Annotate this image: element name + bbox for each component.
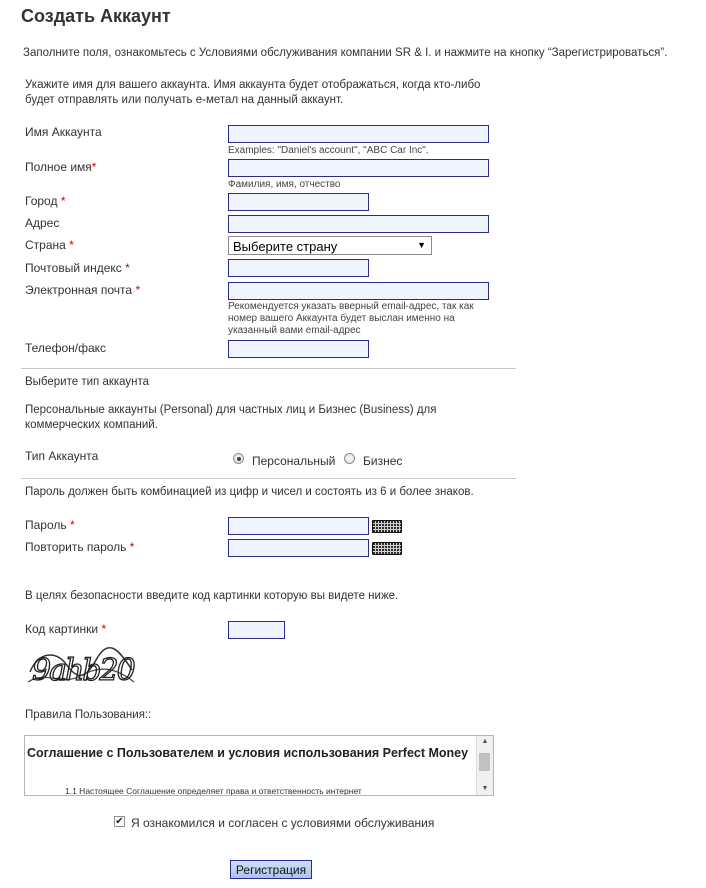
city-label-text: Город	[25, 194, 58, 208]
country-label	[25, 238, 74, 252]
required-mark: *	[69, 518, 75, 532]
phone-label: Телефон/факс	[25, 341, 107, 355]
account-description-line: будет отправлять или получать е-метал на данный аккаунт.	[25, 94, 344, 106]
required-mark: *	[101, 622, 107, 636]
account-name-input[interactable]	[228, 125, 489, 143]
repeat-password-input[interactable]	[228, 539, 369, 557]
required-mark: *	[135, 283, 141, 297]
agree-checkbox[interactable]	[114, 816, 125, 827]
account-type-description-line: коммерческих компаний.	[25, 419, 158, 431]
terms-scrollbar[interactable]	[476, 736, 493, 795]
required-mark: *	[125, 261, 130, 275]
scroll-down-icon[interactable]: ▼	[481, 785, 489, 792]
city-label	[25, 194, 65, 208]
terms-heading: Соглашение с Пользователем и условия использования Perfect Money	[27, 746, 469, 760]
account-name-label: Имя Аккаунта	[25, 125, 102, 139]
postal-code-label-text: Почтовый индекс	[25, 261, 122, 275]
full-name-label	[25, 160, 96, 174]
full-name-hint: Фамилия, имя, отчество	[228, 179, 341, 190]
postal-code-label	[25, 261, 130, 275]
required-mark: *	[60, 194, 66, 208]
divider	[21, 478, 516, 479]
full-name-label-text: Полное имя	[25, 160, 92, 174]
captcha-image-text: 9ahb20	[32, 653, 134, 688]
page-title: Создать Аккаунт	[21, 6, 171, 26]
register-button[interactable]: Регистрация	[230, 860, 312, 879]
email-hint-line: номер вашего Аккаунта будет выслан именно на	[228, 313, 455, 324]
radio-personal-label[interactable]: Персональный	[252, 454, 336, 468]
checkmark-icon: ✔	[115, 816, 124, 827]
terms-first-line: 1.1 Настоящее Соглашение определяет права и ответственность интернет	[65, 786, 362, 796]
email-input[interactable]	[228, 282, 489, 300]
scroll-up-icon[interactable]: ▲	[481, 738, 489, 745]
terms-label: Правила Пользования::	[25, 709, 152, 721]
chevron-down-icon: ▼	[417, 240, 426, 250]
captcha-label-text: Код картинки	[25, 622, 99, 636]
repeat-password-label	[25, 540, 134, 554]
scroll-thumb[interactable]	[479, 753, 490, 771]
account-name-hint: Examples: "Daniel's account", "ABC Car Inc".	[228, 145, 429, 156]
email-hint-line: указанный вами email-адрес	[228, 325, 361, 336]
password-note: Пароль должен быть комбинацией из цифр и чисел и состоять из 6 и более знаков.	[25, 486, 474, 498]
email-hint-line: Рекомендуется указать вверный email-адрес, так как	[228, 301, 474, 312]
radio-business[interactable]	[344, 453, 355, 464]
account-type-label: Тип Аккаунта	[25, 449, 99, 463]
email-label	[25, 283, 140, 297]
account-description-line: Укажите имя для вашего аккаунта. Имя аккаунта будет отображаться, когда кто-либо	[25, 79, 481, 91]
virtual-keyboard-icon[interactable]	[372, 520, 402, 533]
country-label-text: Страна	[25, 238, 66, 252]
email-hint	[228, 301, 474, 337]
address-label: Адрес	[25, 216, 60, 230]
postal-code-input[interactable]	[228, 259, 369, 277]
phone-input[interactable]	[228, 340, 369, 358]
account-type-description-line: Персональные аккаунты (Personal) для частных лиц и Бизнес (Business) для	[25, 404, 437, 416]
captcha-image	[26, 642, 138, 692]
full-name-input[interactable]	[228, 159, 489, 177]
password-input[interactable]	[228, 517, 369, 535]
virtual-keyboard-icon[interactable]	[372, 542, 402, 555]
radio-business-label[interactable]: Бизнес	[363, 454, 403, 468]
account-description	[25, 78, 480, 108]
repeat-password-label-text: Повторить пароль	[25, 540, 127, 554]
captcha-input[interactable]	[228, 621, 285, 639]
captcha-label	[25, 622, 106, 636]
intro-text: Заполните поля, ознакомьтесь с Условиями обслуживания компании SR & I. и нажмите на кнопку “Зарегистрироваться”.	[23, 47, 668, 59]
required-mark: *	[69, 238, 74, 252]
password-label-text: Пароль	[25, 518, 67, 532]
required-mark: *	[129, 540, 135, 554]
country-select[interactable]	[228, 236, 432, 255]
captcha-note: В целях безопасности введите код картинки которую вы видете ниже.	[25, 590, 399, 602]
city-input[interactable]	[228, 193, 369, 211]
divider	[21, 368, 516, 369]
agree-label[interactable]: Я ознакомился и согласен с условиями обслуживания	[131, 816, 435, 830]
required-mark: *	[91, 160, 97, 174]
account-type-heading: Выберите тип аккаунта	[25, 376, 150, 388]
account-type-description	[25, 403, 436, 433]
country-select-value: Выберите страну	[233, 239, 338, 254]
radio-personal[interactable]	[233, 453, 244, 464]
password-label	[25, 518, 75, 532]
address-input[interactable]	[228, 215, 489, 233]
email-label-text: Электронная почта	[25, 283, 133, 297]
terms-box[interactable]	[24, 735, 494, 796]
